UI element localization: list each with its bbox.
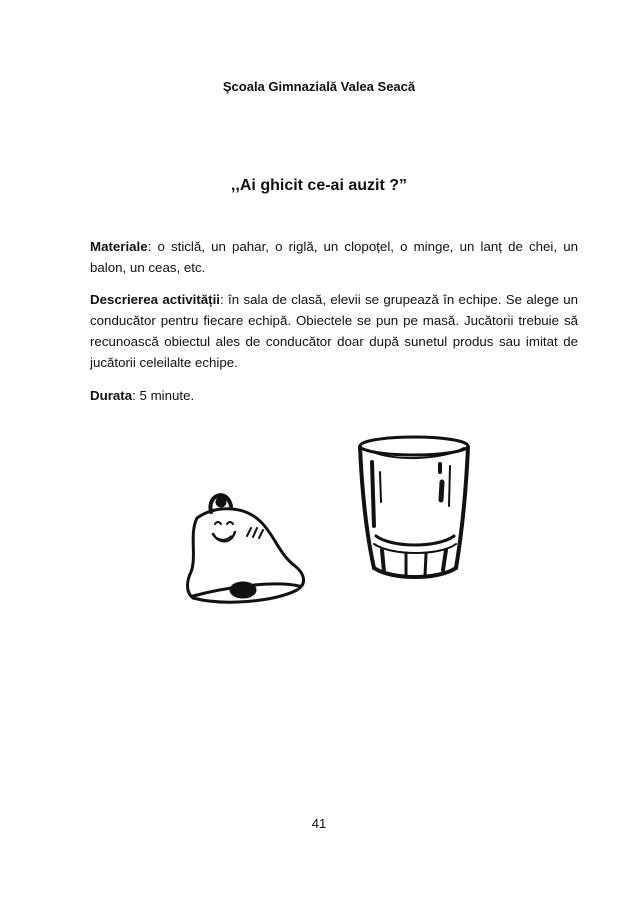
glass-icon bbox=[352, 432, 477, 582]
materials-text: : o sticlă, un pahar, o riglă, un clopoțel, o minge, un lanț de chei, un balon, un ceas, etc. bbox=[90, 239, 578, 275]
duration-paragraph bbox=[90, 385, 578, 406]
description-text: : în sala de clasă, elevii se grupează în echipe. Se alege un conducător pentru fiecare echipă. Obiectele se pun pe masă. Jucătorii trebuie să recunoască obiectul ales de conducător doar după sunetul produs sau imitat de jucătorii celeilalte echipe. bbox=[90, 292, 578, 370]
school-header: Şcoala Gimnazială Valea Seacă bbox=[222, 79, 416, 94]
description-paragraph bbox=[90, 289, 578, 373]
activity-title: ,,Ai ghicit ce-ai auzit ?” bbox=[230, 177, 408, 194]
materials-label: Materiale bbox=[90, 239, 148, 254]
materials-paragraph bbox=[90, 236, 578, 278]
duration-label: Durata bbox=[90, 388, 133, 403]
bell-icon bbox=[183, 484, 313, 609]
page-number: 41 bbox=[311, 816, 327, 831]
duration-text: : 5 minute. bbox=[132, 388, 195, 403]
description-label: Descrierea activității bbox=[90, 292, 220, 307]
